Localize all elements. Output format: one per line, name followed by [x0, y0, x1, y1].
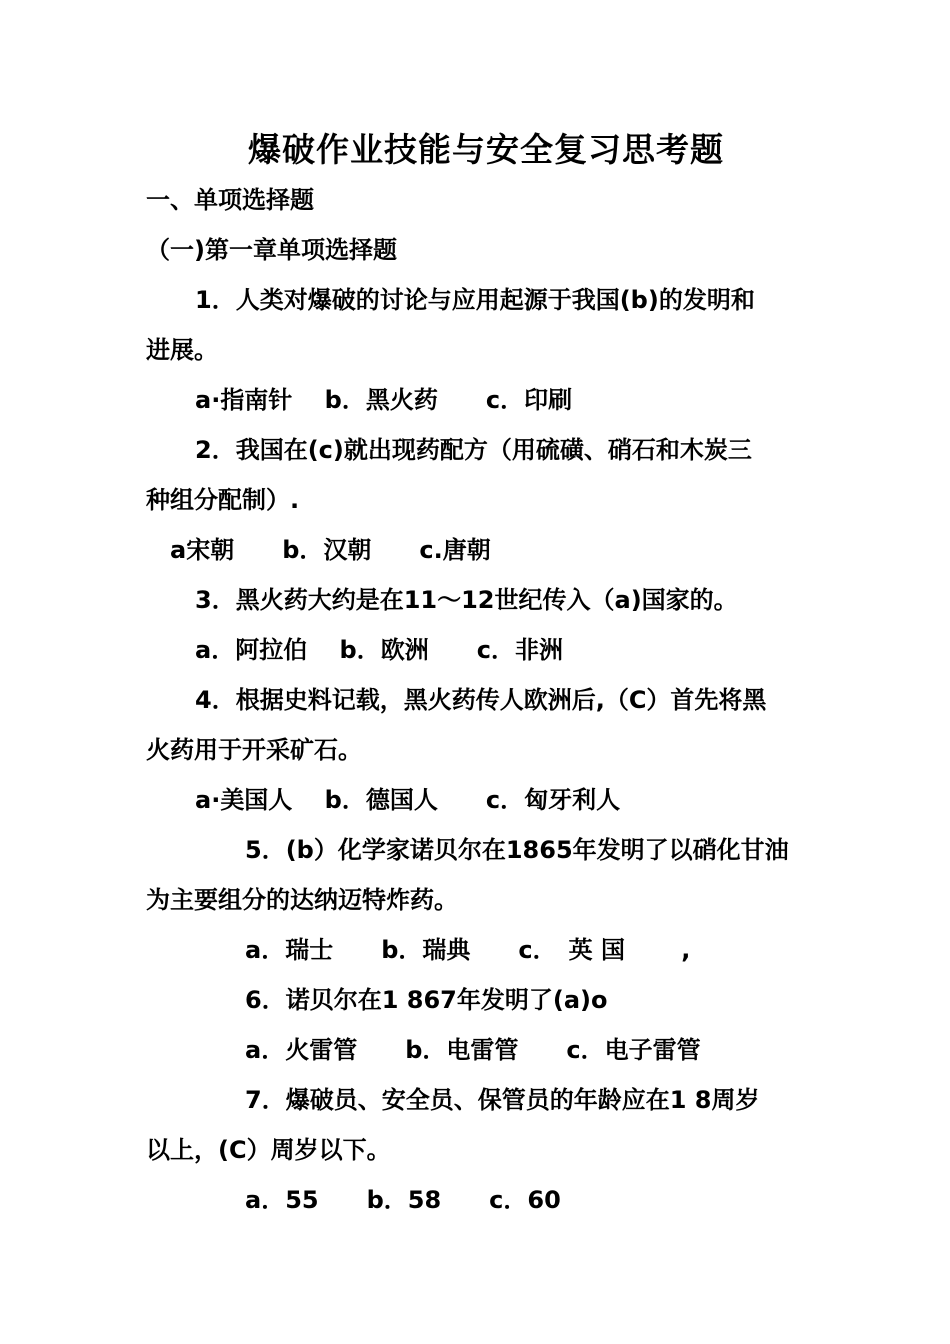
question-text: 火药用于开采矿石。 [146, 736, 362, 764]
question-text: 1．人类对爆破的讨论与应用起源于我国(b)的发明和 [195, 286, 755, 314]
question-text: 3．黑火药大约是在11～12世纪传入（a)国家的。 [195, 586, 738, 614]
question-text: 6．诺贝尔在1 867年发明了(a)o [245, 986, 608, 1014]
document-title: 爆破作业技能与安全复习思考题 [248, 130, 724, 169]
question-text: 7．爆破员、安全员、保管员的年龄应在1 8周岁 [245, 1086, 760, 1114]
question-options: a．火雷管 b．电雷管 c．电子雷管 [245, 1036, 701, 1064]
question-text: 进展。 [146, 336, 218, 364]
question-text: 以上，(C）周岁以下。 [146, 1136, 391, 1164]
question-options: a．阿拉伯 b．欧洲 c．非洲 [195, 636, 563, 664]
question-text: 为主要组分的达纳迈特炸药。 [146, 886, 458, 914]
section-heading: 一、单项选择题 [146, 186, 314, 214]
question-text: 2．我国在(c)就出现药配方（用硫磺、硝石和木炭三 [195, 436, 752, 464]
question-options: a．55 b．58 c．60 [245, 1186, 561, 1214]
question-text: 5．(b）化学家诺贝尔在1865年发明了以硝化甘油 [245, 836, 789, 864]
question-options: a·美国人 b．德国人 c．匈牙利人 [195, 786, 621, 814]
question-text: 4．根据史料记载，黑火药传人欧洲后,（C）首先将黑 [195, 686, 767, 714]
question-options: a·指南针 b．黑火药 c．印刷 [195, 386, 573, 414]
question-text: 种组分配制）. [146, 486, 300, 514]
question-options: a．瑞士 b．瑞典 c． 英 国 , [245, 936, 691, 964]
question-options: a宋朝 b．汉朝 c.唐朝 [170, 536, 491, 564]
subsection-heading: （一)第一章单项选择题 [146, 236, 397, 264]
